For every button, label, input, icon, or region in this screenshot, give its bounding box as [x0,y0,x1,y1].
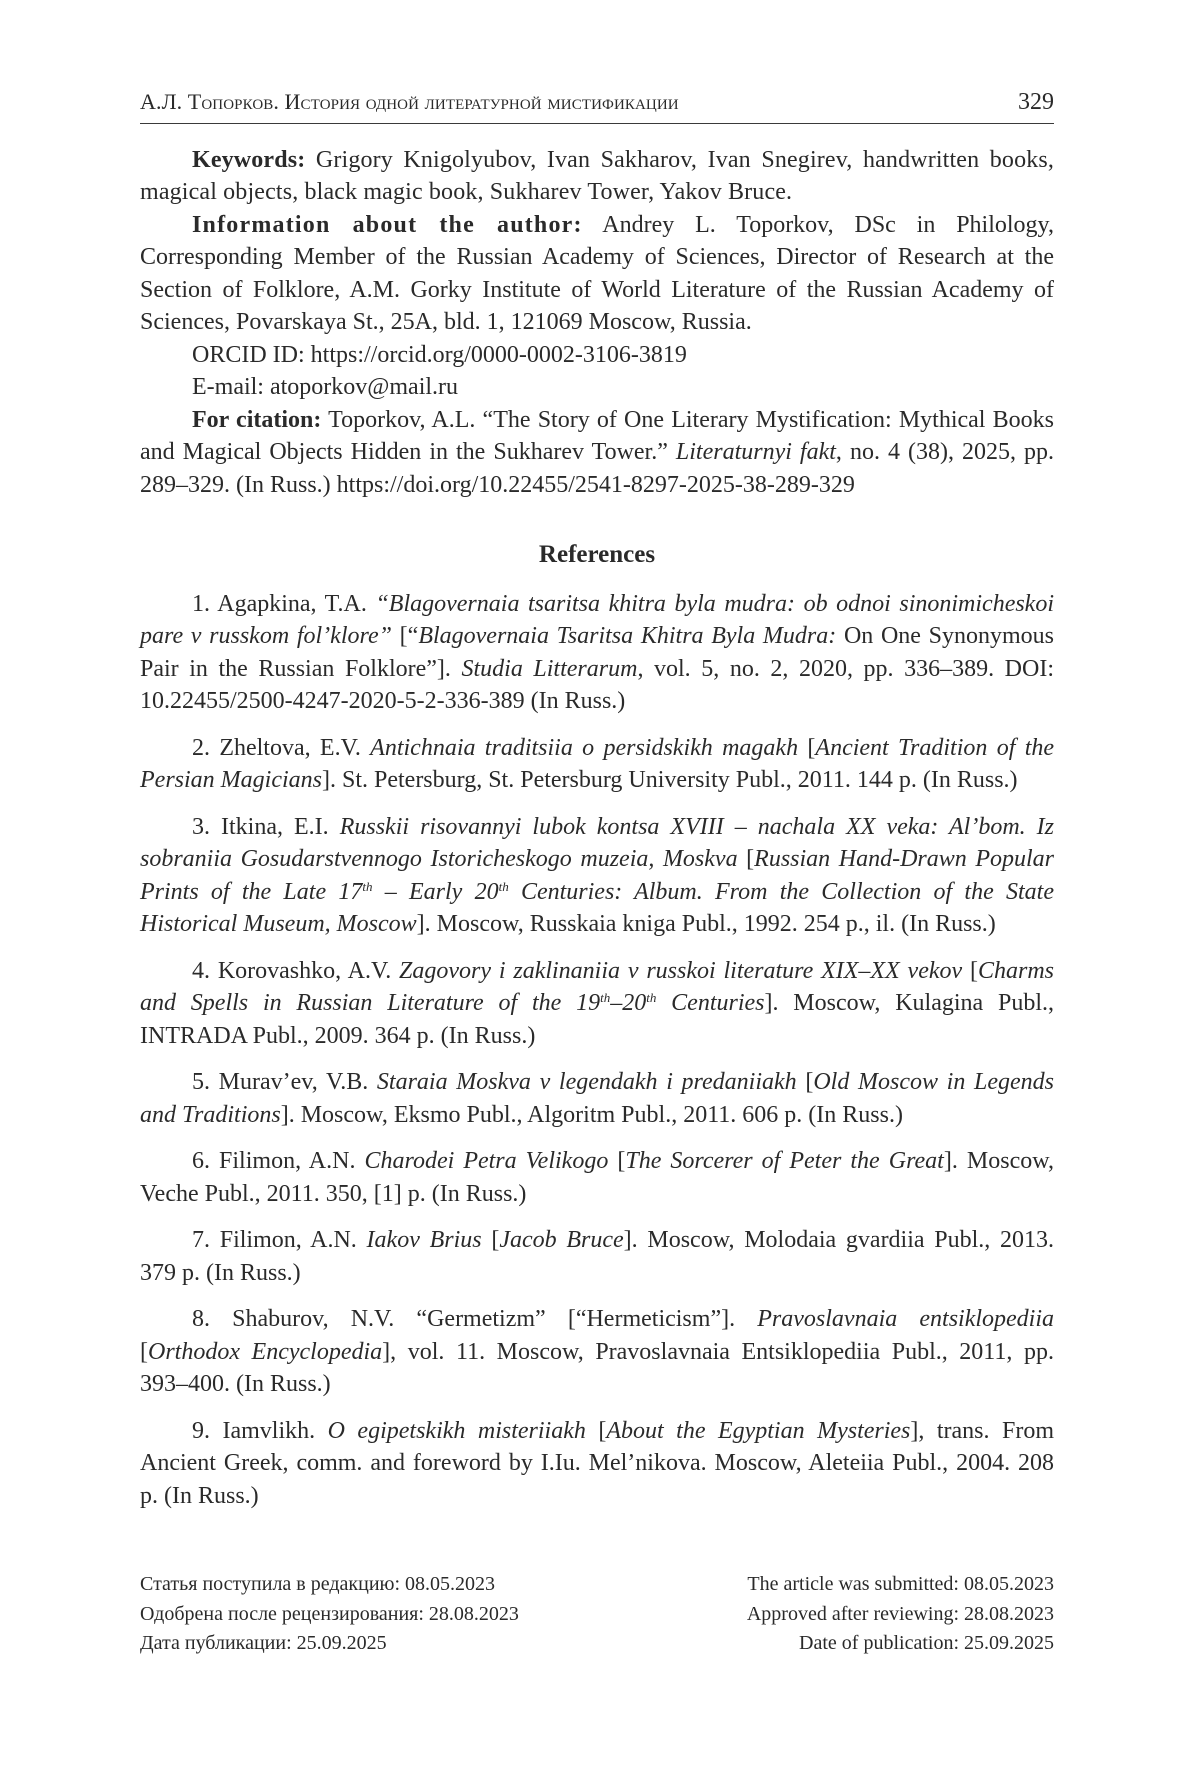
footer-en-published: Date of publication: 25.09.2025 [799,1632,1054,1654]
reference-item-8 [140,1303,1054,1401]
footer-russian-dates [140,1570,519,1659]
reference-translation: About the Egyptian Mysteries [606,1417,911,1444]
orcid-line: ORCID ID: https://orcid.org/0000-0002-3106-3819 [192,341,687,368]
reference-item-9 [140,1415,1054,1513]
reference-author: 5. Murav’ev, V.B. [192,1069,369,1095]
running-title: А.Л. Топорков. История одной литературной мистификации [140,89,679,114]
citation-paragraph [140,404,1054,502]
ordinal-superscript: th [646,990,657,1005]
reference-translation: Orthodox Encyclopedia [148,1338,383,1365]
reference-details: ]. Moscow, Russkaia kniga Publ., 1992. 254 p., il. (In Russ.) [416,911,996,937]
reference-details: ]. Moscow, Eksmo Publ., Algoritm Publ., 2011. 606 p. (In Russ.) [280,1101,903,1128]
reference-author: 1. Agapkina, T.A. [192,590,367,617]
reference-item-6 [140,1145,1054,1210]
translation-part: Charms and Spells in Russian Literature of the 19 [140,957,1055,1016]
keywords-label: Keywords: [192,146,306,173]
author-info-label: Information about the author: [192,211,583,238]
reference-item-1 [140,588,1054,718]
reference-translation: Old Moscow in Legends and Traditions [140,1069,1055,1128]
ordinal-superscript: th [600,990,611,1005]
reference-title: Antichnaia traditsiia o persidskikh magakh [370,734,799,761]
reference-text: [ [746,846,755,872]
reference-title: Russkii risovannyi lubok kontsa XVIII – nachala XX veka: Al’bom. Iz sobraniia Gosudarstvennogo Istoricheskogo muzeia, Moskva [140,813,1055,872]
reference-item-3 [140,811,1054,941]
reference-text: [ [598,1417,607,1444]
reference-details: ]. St. Petersburg, St. Petersburg University Publ., 2011. 144 p. (In Russ.) [321,767,1018,793]
reference-translation: Jacob Bruce [499,1227,624,1253]
reference-title: Iakov Brius [366,1227,482,1253]
translation-part: Centuries [656,990,765,1016]
reference-text: [ [969,957,978,984]
reference-title: Charodei Petra Velikogo [364,1148,609,1174]
reference-author: 2. Zheltova, E.V. [192,734,361,761]
translation-part: – Early 20 [372,878,499,905]
author-info-paragraph [140,209,1054,339]
ordinal-superscript: th [498,878,509,894]
reference-text: [ [491,1227,500,1253]
reference-author: 3. Itkina, E.I. [192,813,329,840]
reference-details: ]. Moscow, Veche Publ., 2011. 350, [1] p. (In Russ.) [140,1148,1054,1207]
reference-item-2 [140,732,1054,797]
keywords-paragraph [140,144,1054,209]
page-content [140,86,1054,1526]
footer-ru-published: Дата публикации: 25.09.2025 [140,1632,387,1654]
reference-text: [ [617,1148,626,1174]
citation-text-before: Toporkov, A.L. “The Story of One Literary Mystification: Mythical Books and Magical Objects Hidden in the Sukharev Tower.” [140,406,1054,465]
reference-author: 9. Iamvlikh. [192,1417,316,1444]
reference-author: 4. Korovashko, A.V. [192,957,392,984]
ordinal-superscript: th [362,878,373,894]
citation-text-after: , no. 4 (38), 2025, pp. 289–329. (In Russ.) https://doi.org/10.22455/2541-8297-2025-38-289-329 [140,439,1055,498]
reference-translation: Ancient Tradition of the Persian Magicians [140,734,1055,793]
reference-title: O egipetskikh misteriiakh [327,1417,586,1444]
reference-author: 7. Filimon, A.N. [192,1227,357,1253]
reference-translation: Blagovernaia Tsaritsa Khitra Byla Mudra: [418,623,837,649]
footer-en-submitted: The article was submitted: 08.05.2023 [747,1573,1054,1595]
reference-title: Pravoslavnaia entsiklopediia [757,1306,1055,1332]
reference-details: , vol. 5, no. 2, 2020, pp. 336–389. DOI: 10.22455/2500-4247-2020-5-2-336-389 (In Russ.) [140,655,1055,714]
translation-part: Russian Hand-Drawn Popular Prints of the Late 17 [140,846,1054,905]
reference-details: ], vol. 11. Moscow, Pravoslavnaia Entsiklopediia Publ., 2011, pp. 393–400. (In Russ.) [140,1338,1054,1397]
reference-translation-rest: On One Synonymous Pair in the Russian Folklore”]. [140,623,1055,682]
footer-ru-approved: Одобрена после рецензирования: 28.08.2023 [140,1602,519,1625]
reference-text: [ [805,1069,814,1095]
reference-item-7 [140,1224,1054,1289]
reference-title: Zagovory i zaklinaniia v russkoi literature XIX–XX vekov [399,957,963,984]
reference-journal: Studia Litterarum [461,655,638,682]
reference-item-4 [140,955,1054,1053]
reference-details: ]. Moscow, Molodaia gvardiia Publ., 2013. 379 p. (In Russ.) [140,1227,1055,1286]
citation-journal: Literaturnyi fakt [675,439,836,465]
reference-author: 6. Filimon, A.N. [192,1148,356,1174]
keywords-text: Grigory Knigolyubov, Ivan Sakharov, Ivan Snegirev, handwritten books, magical objects, black magic book, Sukharev Tower, Yakov Bruce. [140,146,1055,205]
reference-text: [ [140,1338,148,1365]
translation-part: Centuries: Album. From the Collection of the State Historical Museum, Moscow [140,878,1054,937]
email-line: E-mail: atoporkov@mail.ru [192,374,459,400]
reference-author: 8. Shaburov, N.V. “Germetizm” [“Hermeticism”]. [192,1306,736,1332]
reference-title: Staraia Moskva v legendakh i predaniiakh [376,1069,797,1095]
running-header [140,86,1054,124]
references-title: References [538,541,656,568]
reference-title: “Blagovernaia tsaritsa khitra byla mudra: ob odnoi sinonimicheskoi pare v russkom fol’klore” [140,590,1055,649]
citation-label: For citation: [192,406,322,433]
reference-text: [“ [399,623,419,649]
page-number: 329 [1018,89,1054,115]
footer-english-dates [747,1570,1054,1659]
reference-details: ], trans. From Ancient Greek, comm. and foreword by I.Iu. Mel’nikova. Moscow, Aleteiia Publ., 2004. 208 p. (In Russ.) [140,1417,1055,1509]
author-info-text: Andrey L. Toporkov, DSc in Philology, Corresponding Member of the Russian Academy of Sciences, Director of Research at the Section of Folklore, A.M. Gorky Institute of World Literature of the Russian Academy of Sciences, Povarskaya St., 25A, bld. 1, 121069 Moscow, Russia. [140,211,1054,335]
footer-ru-submitted: Статья поступила в редакцию: 08.05.2023 [140,1573,496,1595]
footer-en-approved: Approved after reviewing: 28.08.2023 [746,1602,1054,1625]
reference-translation: The Sorcerer of Peter the Great [625,1148,944,1174]
reference-item-5 [140,1066,1054,1131]
reference-details: ]. Moscow, Kulagina Publ., INTRADA Publ., 2009. 364 p. (In Russ.) [140,990,1055,1049]
reference-text: [ [807,734,816,761]
submission-dates-footer [140,1570,1054,1659]
translation-part: –20 [610,990,647,1016]
